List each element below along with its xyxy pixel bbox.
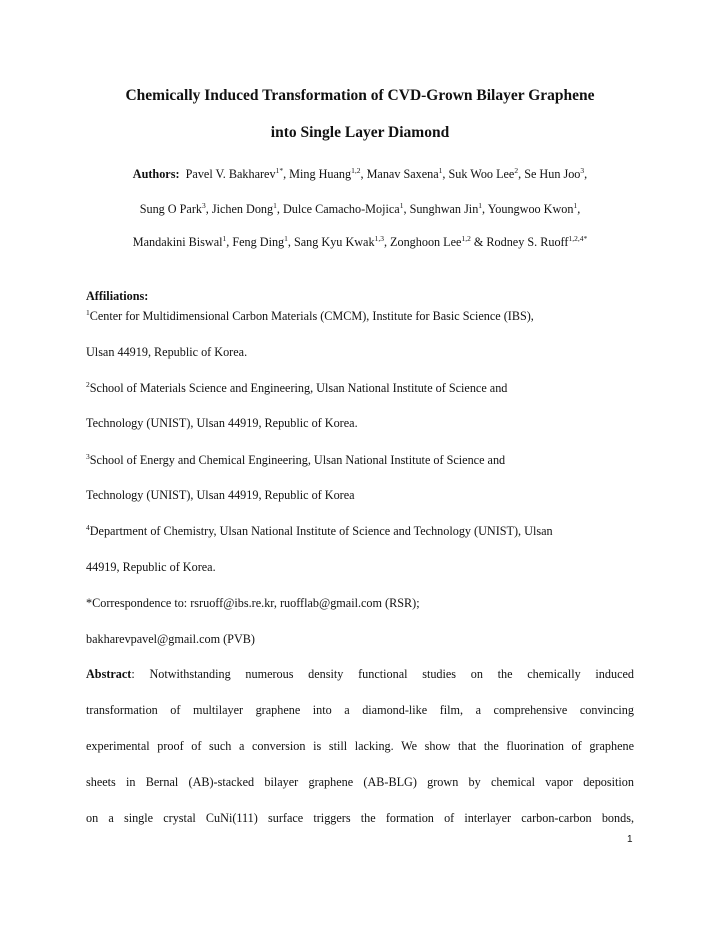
affiliation-sup: 2 bbox=[86, 379, 90, 389]
affiliation-text: School of Materials Science and Engineering, Ulsan National Institute of Science and bbox=[89, 381, 508, 395]
author-name: Sung O Park bbox=[139, 202, 202, 216]
affiliation-text: Department of Chemistry, Ulsan National Institute of Science and Technology (UNIST), Ulsan bbox=[89, 524, 553, 538]
author-separator: , bbox=[577, 202, 581, 216]
affiliation-3-line-2: Technology (UNIST), Ulsan 44919, Republic of Korea bbox=[86, 488, 355, 502]
affiliation-text: Center for Multidimensional Carbon Materials (CMCM), Institute for Basic Science (IBS), bbox=[89, 309, 534, 323]
author-affil-sup: 2 bbox=[514, 165, 519, 175]
author-affil-sup: 1 bbox=[438, 165, 443, 175]
paper-title-line-2: into Single Layer Diamond bbox=[270, 124, 450, 141]
authors-label: Authors: bbox=[132, 167, 180, 181]
affiliation-3-line-1 bbox=[86, 451, 634, 469]
author-affil-sup: 1,2,4* bbox=[568, 233, 588, 243]
author-affil-sup: 1,2 bbox=[461, 233, 471, 243]
affiliation-1-line-1 bbox=[86, 307, 634, 325]
affiliation-4-line-1 bbox=[86, 522, 634, 540]
author-affil-sup: 1 bbox=[573, 200, 578, 210]
correspondence-line-2: bakharevpavel@gmail.com (PVB) bbox=[86, 632, 255, 646]
author-name: & Rodney S. Ruoff bbox=[470, 235, 569, 249]
abstract-line-1 bbox=[86, 665, 634, 683]
affiliation-2-line-2: Technology (UNIST), Ulsan 44919, Republic of Korea. bbox=[86, 416, 358, 430]
author-affil-sup: 1 bbox=[478, 200, 483, 210]
author-name: , Suk Woo Lee bbox=[442, 167, 515, 181]
affiliations-heading: Affiliations: bbox=[86, 289, 149, 303]
paper-title-line-1: Chemically Induced Transformation of CVD-Grown Bilayer Graphene bbox=[125, 87, 595, 104]
author-name: , Se Hun Joo bbox=[518, 167, 581, 181]
author-separator: , bbox=[584, 167, 588, 181]
author-affil-sup: 1* bbox=[275, 165, 284, 175]
affiliation-sup: 3 bbox=[86, 451, 90, 461]
abstract-line-4: sheets in Bernal (AB)-stacked bilayer graphene (AB-BLG) grown by chemical vapor deposition bbox=[86, 775, 634, 789]
authors-line-3 bbox=[60, 233, 660, 251]
correspondence-line-1: *Correspondence to: rsruoff@ibs.re.kr, ruofflab@gmail.com (RSR); bbox=[86, 596, 420, 610]
author-affil-sup: 1 bbox=[399, 200, 404, 210]
affiliation-sup: 1 bbox=[86, 307, 90, 317]
author-name: Mandakini Biswal bbox=[132, 235, 223, 249]
authors-line-2 bbox=[60, 200, 660, 218]
authors-line-1 bbox=[60, 165, 660, 183]
abstract-line-2: transformation of multilayer graphene into a diamond-like film, a comprehensive convincing bbox=[86, 703, 634, 717]
author-name: , Jichen Dong bbox=[205, 202, 274, 216]
abstract-line-3: experimental proof of such a conversion is still lacking. We show that the fluorination of graphene bbox=[86, 739, 634, 753]
author-affil-sup: 3 bbox=[580, 165, 585, 175]
author-affil-sup: 1 bbox=[284, 233, 288, 243]
affiliation-text: School of Energy and Chemical Engineering, Ulsan National Institute of Science and bbox=[89, 453, 506, 467]
author-name: , Youngwoo Kwon bbox=[482, 202, 574, 216]
author-name: , Sang Kyu Kwak bbox=[287, 235, 375, 249]
author-affil-sup: 1,3 bbox=[374, 233, 384, 243]
abstract-text: : Notwithstanding numerous density functional studies on the chemically induced bbox=[131, 667, 634, 681]
affiliation-1-line-2: Ulsan 44919, Republic of Korea. bbox=[86, 345, 248, 359]
author-name: , Dulce Camacho-Mojica bbox=[276, 202, 400, 216]
page-number: 1 bbox=[627, 834, 633, 845]
author-affil-sup: 1,2 bbox=[351, 165, 361, 175]
author-name: , Ming Huang bbox=[283, 167, 352, 181]
author-name: , Feng Ding bbox=[226, 235, 285, 249]
author-name: , Zonghoon Lee bbox=[383, 235, 462, 249]
author-name: , Manav Saxena bbox=[360, 167, 439, 181]
author-affil-sup: 1 bbox=[273, 200, 277, 210]
author-affil-sup: 1 bbox=[222, 233, 227, 243]
abstract-line-5: on a single crystal CuNi(111) surface triggers the formation of interlayer carbon-carbon bonds, bbox=[86, 811, 634, 825]
author-name: , Sunghwan Jin bbox=[403, 202, 479, 216]
affiliation-2-line-1 bbox=[86, 379, 634, 397]
affiliation-sup: 4 bbox=[86, 522, 90, 532]
affiliation-4-line-2: 44919, Republic of Korea. bbox=[86, 560, 216, 574]
author-name: Pavel V. Bakharev bbox=[185, 167, 276, 181]
abstract-label: Abstract bbox=[86, 667, 132, 681]
author-affil-sup: 3 bbox=[202, 200, 206, 210]
